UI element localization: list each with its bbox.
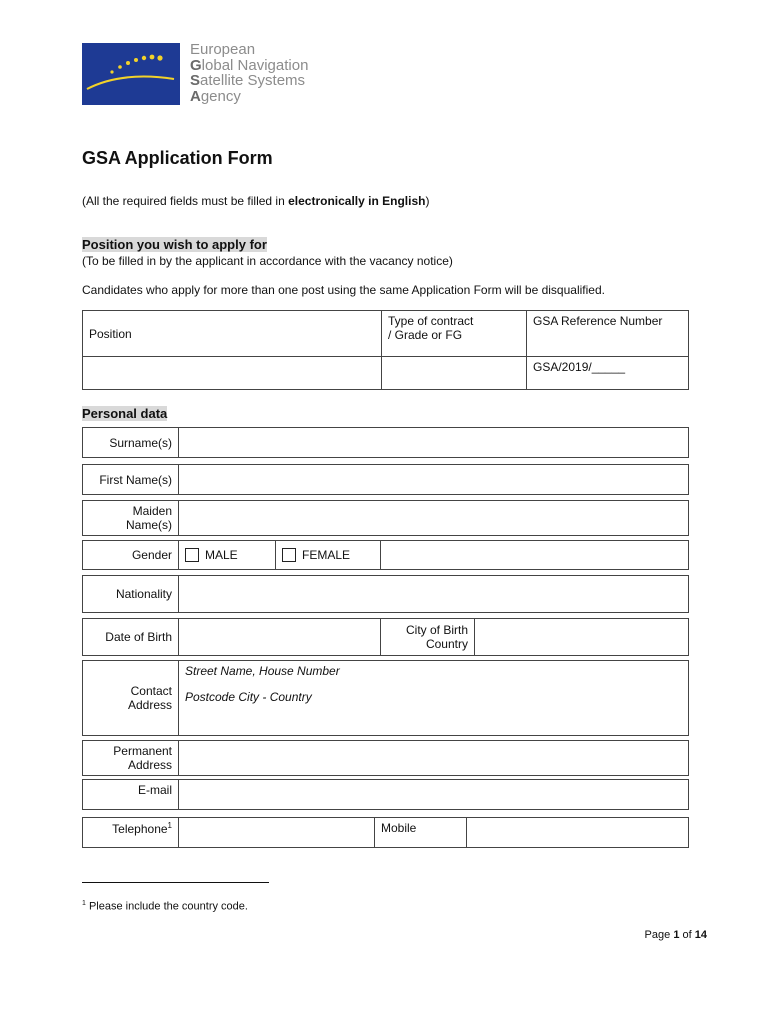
contact-placeholder-city: Postcode City - Country (185, 690, 312, 704)
logo-line-satellite: Satellite Systems (190, 72, 306, 89)
reference-field[interactable]: GSA/2019/_____ (527, 357, 689, 390)
email-row (82, 779, 689, 810)
dob-field[interactable] (179, 619, 381, 656)
gender-label: Gender (83, 541, 179, 570)
contact-row (82, 660, 689, 736)
first-name-label: First Name(s) (83, 465, 179, 495)
first-name-field[interactable] (179, 465, 689, 495)
position-note: (To be filled in by the applicant in accordance with the vacancy notice) (82, 254, 453, 268)
city-of-birth-field[interactable] (475, 619, 689, 656)
city-of-birth-label: City of Birth Country (381, 619, 475, 656)
position-warning: Candidates who apply for more than one post using the same Application Form will be disqualified. (82, 283, 605, 297)
email-label: E-mail (83, 780, 179, 810)
personal-heading: Personal data (82, 406, 168, 421)
maiden-name-label: Maiden Name(s) (83, 501, 179, 536)
permanent-address-row (82, 740, 689, 776)
logo-line-global: Global Navigation (190, 56, 309, 74)
agency-name (190, 42, 308, 104)
mobile-label: Mobile (375, 818, 467, 848)
page-number: Page 1 of 14 (644, 929, 707, 941)
reference-header: GSA Reference Number (527, 311, 689, 357)
nationality-label: Nationality (83, 576, 179, 613)
contact-address-field[interactable] (179, 661, 689, 736)
nationality-row (82, 575, 689, 613)
gender-extra-cell (381, 541, 689, 570)
position-heading: Position you wish to apply for (82, 237, 267, 252)
female-checkbox[interactable] (282, 548, 296, 562)
permanent-address-label: Permanent Address (83, 741, 179, 776)
telephone-label: Telephone$^1$ (83, 818, 179, 848)
contract-field[interactable] (382, 357, 527, 390)
dob-label: Date of Birth (83, 619, 179, 656)
logo-line-agency: Agency (190, 87, 241, 105)
agency-logo (82, 43, 180, 105)
telephone-row (82, 817, 689, 848)
logo-line-european: European (190, 41, 256, 58)
maiden-name-field[interactable] (179, 501, 689, 536)
permanent-address-field[interactable] (179, 741, 689, 776)
birth-row (82, 618, 689, 656)
position-field[interactable] (83, 357, 382, 390)
position-table (82, 310, 689, 390)
intro-text: (All the required fields must be filled in electronically in English) (82, 194, 430, 208)
maiden-name-row (82, 500, 689, 536)
position-header: Position (83, 311, 382, 357)
contract-header: Type of contract / Grade or FG (382, 311, 527, 357)
telephone-field[interactable] (179, 818, 375, 848)
nationality-field[interactable] (179, 576, 689, 613)
contact-placeholder-street: Street Name, House Number (185, 664, 340, 678)
male-option[interactable] (179, 541, 276, 570)
mobile-field[interactable] (467, 818, 689, 848)
male-checkbox[interactable] (185, 548, 199, 562)
contact-label: Contact Address (83, 661, 179, 736)
stars-arc-icon (82, 43, 180, 105)
surname-row (82, 427, 689, 458)
email-field[interactable] (179, 780, 689, 810)
female-label: FEMALE (302, 547, 351, 562)
page-title: GSA Application Form (82, 148, 273, 168)
female-option[interactable] (276, 541, 381, 570)
male-label: MALE (205, 547, 238, 562)
footnote: $^1$ Please include the country code. (82, 900, 248, 913)
first-name-row (82, 464, 689, 495)
footnote-divider (82, 882, 269, 883)
surname-field[interactable] (179, 428, 689, 458)
gender-row (82, 540, 689, 570)
surname-label: Surname(s) (83, 428, 179, 458)
